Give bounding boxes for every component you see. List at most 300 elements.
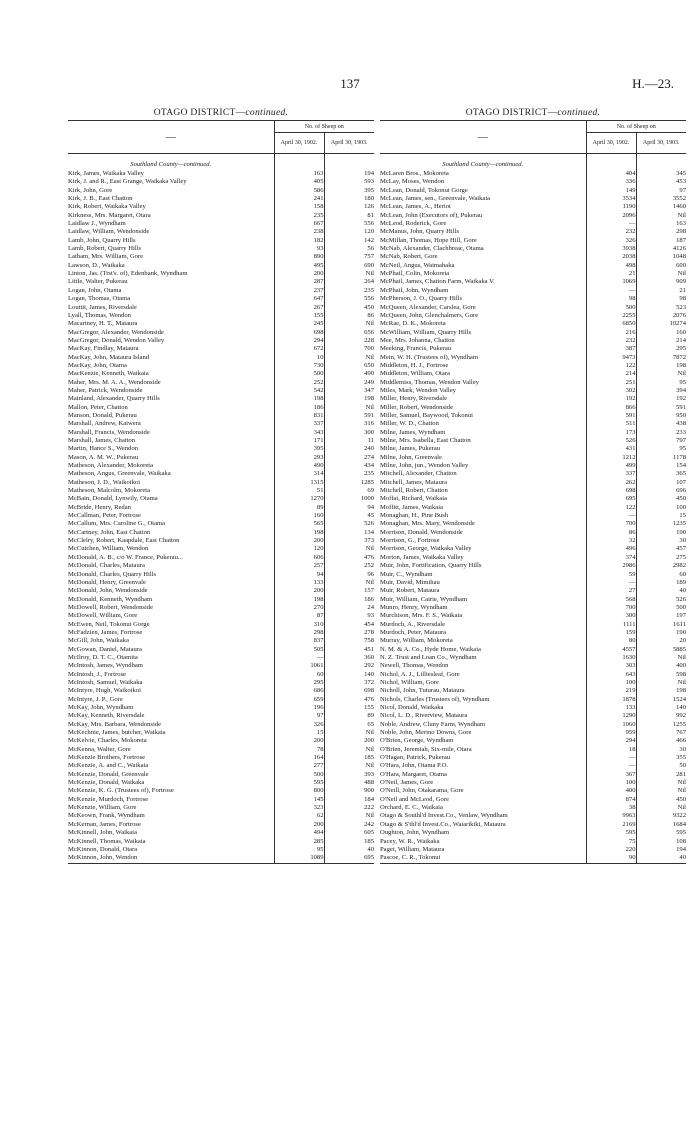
sheep-1902: 267 — [274, 304, 324, 312]
owner-name: Nicholl, John, Tuturau, Mataura — [380, 687, 465, 695]
table-row — [380, 537, 686, 545]
table-row — [68, 295, 374, 303]
sheep-1903: Nil — [324, 320, 374, 328]
sheep-1903: 700 — [324, 345, 374, 353]
sheep-1902: 367 — [586, 771, 636, 779]
sheep-1903: 65 — [324, 721, 374, 729]
sheep-1902: 1290 — [586, 712, 636, 720]
table-row — [380, 662, 686, 670]
owner-name: Martin, Hance S., Wendon — [68, 445, 139, 453]
owner-name: O'Neil and McLeod, Gore — [380, 795, 449, 803]
owner-name: McKenna, Walter, Gore — [68, 745, 131, 753]
owner-name: Manson, Donald, Pukerau — [68, 411, 137, 419]
table-row — [380, 445, 686, 453]
sheep-1902: 1630 — [586, 654, 636, 662]
sheep-1903: Nil — [636, 787, 686, 795]
sheep-1902: 293 — [274, 454, 324, 462]
table-row — [380, 520, 686, 528]
sheep-1903: Nil — [636, 804, 686, 812]
owner-name: McKinnon, Donald, Otara — [68, 845, 138, 853]
owner-name: Matheson, J. D., Waikoikoi — [68, 478, 141, 486]
table-row — [380, 345, 686, 353]
sheep-1902: 298 — [274, 629, 324, 637]
owner-name: Mitchell, Alexander, Chatton — [380, 470, 457, 478]
sheep-1903: 60 — [636, 571, 686, 579]
sheep-1902: 591 — [586, 412, 636, 420]
table-row — [380, 504, 686, 512]
sheep-1903: 56 — [324, 245, 374, 253]
owner-name: Mallon, Peter, Chatton — [68, 403, 128, 411]
district-title-suffix: continued. — [557, 108, 601, 118]
sheep-1903: 81 — [324, 212, 374, 220]
table-row — [380, 721, 686, 729]
table-row — [380, 487, 686, 495]
owner-name: McRae, D. K., Mokoreta — [380, 320, 446, 328]
sheep-1903: 1178 — [636, 454, 686, 462]
sheep-1903: Nil — [324, 270, 374, 278]
sheep-1902: 38 — [586, 804, 636, 812]
sheep-1902: 1270 — [274, 495, 324, 503]
sheep-1902: 303 — [586, 662, 636, 670]
table-row — [380, 454, 686, 462]
sheep-1902: 606 — [274, 554, 324, 562]
table-row — [380, 796, 686, 804]
sheep-1902: 251 — [586, 379, 636, 387]
sheep-1903: 593 — [324, 178, 374, 186]
table-row — [380, 295, 686, 303]
table-row — [380, 362, 686, 370]
sheep-1903: 598 — [636, 671, 686, 679]
table-row — [68, 838, 374, 846]
table-row — [68, 787, 374, 795]
owner-name: Marshall, Francis, Wendonside — [68, 428, 150, 436]
sheep-1902: — — [274, 654, 324, 662]
sheep-1902: 496 — [586, 545, 636, 553]
table-row — [380, 562, 686, 570]
sheep-1903: 4126 — [636, 245, 686, 253]
table-row — [68, 771, 374, 779]
owner-name: McEwen, Neil, Tokonui Gorge — [68, 620, 150, 628]
sheep-1903: 400 — [636, 662, 686, 670]
owner-name: Lawson, D., Waikaka — [68, 261, 125, 269]
sheep-1903: 94 — [324, 504, 374, 512]
table-row — [68, 729, 374, 737]
district-title-suffix: continued. — [245, 108, 289, 118]
owner-name: McPherson, J. O., Quarry Hills — [380, 295, 463, 303]
sheep-1903: 360 — [324, 654, 374, 662]
sheep-1903: 233 — [636, 429, 686, 437]
table-row — [68, 529, 374, 537]
owner-name: MacKenzie, Kenneth, Waikaia — [68, 370, 149, 378]
owner-name: Mitchell, James, Mataura — [380, 478, 448, 486]
sheep-1903: 40 — [636, 587, 686, 595]
sheep-1903: 21 — [636, 287, 686, 295]
table-row — [380, 220, 686, 228]
sheep-1902: 643 — [586, 671, 636, 679]
sheep-1903: 298 — [636, 228, 686, 236]
owner-name: Middleton, H. J., Fortrose — [380, 361, 449, 369]
sheep-1903: 185 — [324, 754, 374, 762]
sheep-1902: 310 — [274, 621, 324, 629]
table-row — [68, 329, 374, 337]
sheep-1902: 80 — [586, 637, 636, 645]
sheep-1902: 252 — [274, 379, 324, 387]
table-row — [68, 454, 374, 462]
sheep-1903: 696 — [636, 487, 686, 495]
sheep-table — [68, 120, 374, 864]
owner-name: McMillan, Thomas, Hope Hill, Gore — [380, 236, 477, 244]
owner-name: McKenzie, Donald, Waikaka — [68, 779, 145, 787]
sheep-1903: 9322 — [636, 812, 686, 820]
sheep-1902: 698 — [586, 487, 636, 495]
sheep-1902: 395 — [274, 445, 324, 453]
table-row — [380, 320, 686, 328]
sheep-1903: 20 — [636, 637, 686, 645]
owner-name: Murchison, Mrs. F. S., Waikaia — [380, 612, 463, 620]
owner-name: Laidlaw, William, Wendonside — [68, 228, 150, 236]
sheep-1902: 800 — [274, 787, 324, 795]
sheep-1903: Nil — [324, 404, 374, 412]
table-row — [68, 520, 374, 528]
table-row — [380, 704, 686, 712]
sheep-1903: 264 — [324, 278, 374, 286]
table-row — [68, 562, 374, 570]
sheep-1903: 163 — [636, 220, 686, 228]
sheep-1902: 98 — [586, 295, 636, 303]
owner-name: Milne, John, Greenvale — [380, 453, 442, 461]
sheep-1902: 294 — [274, 337, 324, 345]
owner-name: Logan, Thomas, Otama — [68, 295, 131, 303]
table-row — [68, 754, 374, 762]
table-row — [68, 404, 374, 412]
owner-name: Milne, James, Pukerau — [380, 445, 441, 453]
sheep-1902: 100 — [586, 679, 636, 687]
table-row — [68, 571, 374, 579]
sheep-1903: 40 — [636, 854, 686, 863]
owner-name: Morrison, G., Fortrose — [380, 537, 440, 545]
owner-name: McBride, Henry, Redan — [68, 503, 131, 511]
table-row — [68, 821, 374, 829]
sheep-1903: 89 — [324, 712, 374, 720]
owner-name: McKernan, James, Fortrose — [68, 820, 141, 828]
table-row — [380, 762, 686, 770]
sheep-1902: 6850 — [586, 320, 636, 328]
table-row — [380, 495, 686, 503]
sheep-1903: 394 — [636, 387, 686, 395]
sheep-1902: 314 — [274, 470, 324, 478]
sheep-1902: 387 — [586, 345, 636, 353]
owner-name: Matheson, Angus, Greenvale, Waikaka — [68, 470, 171, 478]
sheep-1902: 75 — [586, 838, 636, 846]
sheep-1902: 1878 — [586, 696, 636, 704]
table-row — [380, 287, 686, 295]
sheep-1903: 194 — [636, 846, 686, 854]
sheep-1902: 200 — [274, 821, 324, 829]
sheep-1902: 1315 — [274, 479, 324, 487]
sheep-1902: 586 — [274, 187, 324, 195]
sheep-1902: 235 — [274, 212, 324, 220]
sheep-1903: 142 — [324, 237, 374, 245]
sheep-1902: 874 — [586, 796, 636, 804]
sheep-1903: 140 — [324, 671, 374, 679]
table-row — [380, 529, 686, 537]
owner-name: McDowell, Robert, Wendonside — [68, 603, 154, 611]
sheep-1903: Nil — [636, 654, 686, 662]
sheep-1902: 214 — [586, 370, 636, 378]
table-row — [68, 671, 374, 679]
owner-name: McPhail, Colin, Mokoreta — [380, 270, 450, 278]
table-row — [380, 187, 686, 195]
table-row — [68, 345, 374, 353]
sheep-1903: 189 — [636, 579, 686, 587]
sheep-1902: 163 — [274, 170, 324, 178]
sheep-1902: — — [586, 287, 636, 295]
sheep-1902: 9963 — [586, 812, 636, 820]
sheep-1903: 300 — [324, 429, 374, 437]
sheep-1903: 252 — [324, 562, 374, 570]
sheep-1903: Nil — [636, 370, 686, 378]
table-row — [380, 212, 686, 220]
table-row — [380, 178, 686, 186]
owner-name: Pascoe, C. R., Tokonui — [380, 854, 586, 863]
sheep-1902: 511 — [586, 420, 636, 428]
sheep-1903: 278 — [324, 629, 374, 637]
sheep-1902: 405 — [274, 178, 324, 186]
owner-name: Linton, Jas. (Trst's. of), Edenbank, Wyndham — [68, 270, 188, 278]
sheep-1902: 198 — [274, 529, 324, 537]
sheep-table — [380, 120, 686, 864]
sheep-1903: 466 — [636, 737, 686, 745]
sheep-1902: — — [586, 579, 636, 587]
sheep-1903: 476 — [324, 554, 374, 562]
table-row — [68, 237, 374, 245]
sheep-1902: 219 — [586, 687, 636, 695]
owner-name: Kirk, John, Gore — [68, 186, 113, 194]
sheep-1903: 180 — [324, 195, 374, 203]
sheep-1903: 605 — [324, 829, 374, 837]
owner-name: Morrison, Donald, Wendonside — [380, 528, 463, 536]
district-title — [68, 106, 374, 120]
table-row — [68, 304, 374, 312]
sheep-1903: 365 — [636, 470, 686, 478]
sheep-1903: 656 — [324, 329, 374, 337]
sheep-1902: 959 — [586, 729, 636, 737]
owner-name: Murdoch, Peter, Mataura — [380, 628, 447, 636]
table-row — [380, 779, 686, 787]
sheep-1902: 171 — [274, 437, 324, 445]
sheep-1903: Nil — [636, 270, 686, 278]
table-row — [380, 429, 686, 437]
sheep-1902: 15 — [274, 729, 324, 737]
owner-name: Kirk, J. and R., East Grange, Waikaka Valley — [68, 178, 187, 186]
table-row — [68, 437, 374, 445]
sheep-1902: 526 — [586, 437, 636, 445]
sheep-1902: 1069 — [586, 278, 636, 286]
owner-name: Lamb, John, Quarry Hills — [68, 236, 136, 244]
owner-name: Noble, John, Merino Downs, Gore — [380, 729, 472, 737]
sheep-1903: 1524 — [636, 696, 686, 704]
table-row — [68, 320, 374, 328]
sheep-1902: 1089 — [274, 854, 324, 863]
table-row — [68, 812, 374, 820]
sheep-1902: 667 — [274, 220, 324, 228]
sheep-1903: 600 — [636, 262, 686, 270]
sheep-1902: 257 — [274, 562, 324, 570]
owner-name: McDonald, Charles, Quarry Hills — [68, 570, 157, 578]
owner-name: McLean, Donald, Tokonui Gorge — [380, 186, 468, 194]
sheep-1902: 374 — [586, 554, 636, 562]
table-row — [68, 495, 374, 503]
table-row — [68, 696, 374, 704]
table-row — [68, 354, 374, 362]
table-row — [68, 829, 374, 837]
table-row — [68, 245, 374, 253]
owner-name: Mee, Mrs. Johanna, Chatton — [380, 336, 455, 344]
owner-name: Marshall, James, Chatton — [68, 437, 136, 444]
table-row — [68, 604, 374, 612]
owner-name: McLeod, Roderick, Gore — [380, 220, 447, 228]
owner-name: McIntosh, James, Wyndham — [68, 662, 143, 670]
sheep-1902: 1190 — [586, 203, 636, 211]
owner-name: McKay, John, Wyndham — [68, 704, 134, 711]
owner-name: McKenzie, Donald, Greenvale — [68, 770, 149, 778]
sheep-1902: 1061 — [274, 662, 324, 670]
sheep-1902: 730 — [274, 362, 324, 370]
table-row — [68, 737, 374, 745]
sheep-1903: 690 — [324, 262, 374, 270]
owner-name: Murdoch, A., Riversdale — [380, 620, 446, 628]
table-row — [380, 304, 686, 312]
sheep-1903: 5885 — [636, 646, 686, 654]
table-row — [68, 287, 374, 295]
owner-name: McClelry, Robert, Kaapdale, East Chatton — [68, 537, 180, 545]
sheep-1903: 450 — [636, 796, 686, 804]
sheep-1902: 277 — [274, 762, 324, 770]
sheep-1903: 395 — [324, 187, 374, 195]
owner-name: McManus, John, Quarry Hills — [380, 228, 459, 236]
sheep-1903: 108 — [636, 838, 686, 846]
sheep-1903: 450 — [324, 304, 374, 312]
sheep-1902: 302 — [586, 387, 636, 395]
sheep-1902: 343 — [274, 429, 324, 437]
sheep-1903: 453 — [636, 178, 686, 186]
table-row — [380, 245, 686, 253]
table-row — [68, 512, 374, 520]
sheep-1903: Nil — [324, 579, 374, 587]
table-row — [68, 362, 374, 370]
sheep-1903: 86 — [324, 312, 374, 320]
sheep-1902: 186 — [274, 404, 324, 412]
table-row — [380, 479, 686, 487]
owner-name: McCartney, John, East Chatton — [68, 528, 151, 536]
sheep-1902: 270 — [274, 604, 324, 612]
table-row — [380, 629, 686, 637]
sheep-1902: 2038 — [586, 253, 636, 261]
sheep-1903: 15 — [636, 512, 686, 520]
sheep-1902: 164 — [274, 754, 324, 762]
owner-name: Miller, W. D., Chatton — [380, 420, 439, 428]
sheep-1902: 198 — [274, 596, 324, 604]
sheep-1903: 235 — [324, 287, 374, 295]
sheep-1902: 159 — [586, 629, 636, 637]
sheep-1903: 97 — [636, 187, 686, 195]
table-row — [68, 662, 374, 670]
sheep-1902: — — [586, 762, 636, 770]
table-row — [68, 228, 374, 236]
sheep-1903: Nil — [324, 354, 374, 362]
owner-name: McDonald, John, Wendonside — [68, 587, 148, 595]
sheep-1902: 2255 — [586, 312, 636, 320]
sheep-1903: 200 — [324, 737, 374, 745]
sheep-1903: 198 — [636, 687, 686, 695]
table-row — [380, 646, 686, 654]
sheep-1902: 498 — [586, 262, 636, 270]
owner-name: Nicol, L. D., Riverview, Mataura — [380, 712, 468, 720]
table-row — [68, 621, 374, 629]
table-row — [380, 604, 686, 612]
sheep-1902: 2986 — [586, 562, 636, 570]
sheep-1902: 1212 — [586, 454, 636, 462]
owner-name: Kirk, James, Waikaka Valley — [68, 170, 144, 177]
sheep-1903: 488 — [324, 779, 374, 787]
owner-name: McDonald, Henry, Greenvale — [68, 578, 146, 586]
table-row — [68, 220, 374, 228]
owner-name: McBain, Donald, Lynwily, Otama — [68, 495, 158, 503]
owner-name: Middleton, William, Otara — [380, 370, 450, 378]
table-row — [380, 420, 686, 428]
sheep-1903: 3552 — [636, 195, 686, 203]
owner-name: McKechnie, James, butcher, Waikaia — [68, 729, 166, 737]
owner-name: Mein, W. H. (Trustees of), Wyndham — [380, 353, 478, 361]
table-row — [68, 504, 374, 512]
owner-name: McKenzie, Murdoch, Fortrose — [68, 795, 149, 803]
sheep-1903: 222 — [324, 804, 374, 812]
owner-name: Maher, Mrs. M. A. A., Wendonside — [68, 378, 161, 386]
owner-name: O'Brien, George, Wyndham — [380, 737, 454, 745]
sheep-1902: 285 — [274, 838, 324, 846]
sheep-1903: 372 — [324, 679, 374, 687]
table-row — [68, 554, 374, 562]
table-row — [380, 729, 686, 737]
owner-name: Latham, Mrs. William, Gore — [68, 253, 144, 261]
owner-name: Miller, Henry, Riversdale — [380, 395, 448, 403]
sheep-1902: 216 — [586, 329, 636, 337]
table-row — [380, 821, 686, 829]
owner-name: N. M. & A. Co., Hyde Home, Waikaia — [380, 645, 481, 653]
sheep-1903: 591 — [636, 404, 686, 412]
sheep-1903: 526 — [636, 596, 686, 604]
owner-name: O'Hara, Margaret, Otama — [380, 770, 447, 778]
sheep-1902: 1111 — [586, 621, 636, 629]
sheep-1903: 154 — [636, 462, 686, 470]
owner-name: McIlroy, D. T. C., Otamita — [68, 653, 138, 661]
owner-name: Miller, Samuel, Baywood, Tokonui — [380, 411, 473, 419]
owner-name: Muir, William, Cairie, Wyndham — [380, 595, 468, 603]
table-row — [68, 262, 374, 270]
year-1902-header: April 30, 1902. — [586, 133, 636, 154]
table-row — [380, 545, 686, 553]
table-row — [68, 487, 374, 495]
table-row — [68, 395, 374, 403]
sheep-1902: 10 — [274, 354, 324, 362]
table-row — [68, 253, 374, 261]
owner-name: Nichol, William, Gore — [380, 678, 439, 686]
owner-name: Lamb, Robert, Quarry Hills — [68, 245, 142, 253]
sheep-1902: 192 — [586, 395, 636, 403]
owner-name: McKenzie, William, Gore — [68, 804, 137, 812]
sheep-1902: 62 — [274, 812, 324, 820]
table-row — [68, 654, 374, 662]
